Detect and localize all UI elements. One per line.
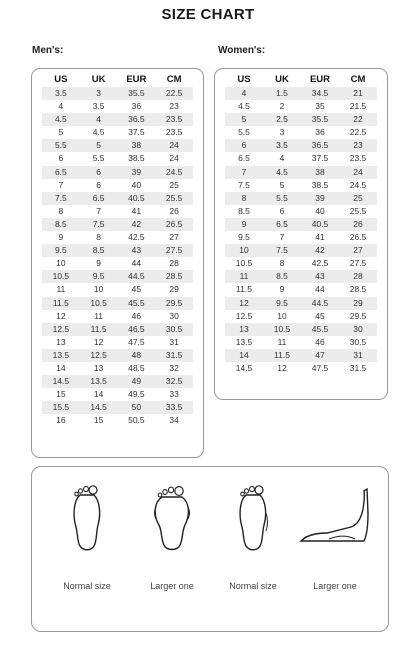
- table-cell: 6.5: [276, 218, 288, 229]
- table-cell: 5: [241, 114, 247, 125]
- table-cell: 10.5: [90, 297, 107, 308]
- table-cell: 23: [169, 101, 179, 112]
- mens-size-table: [42, 73, 193, 427]
- table-cell: 25.5: [349, 205, 367, 216]
- table-cell: 4.5: [238, 101, 250, 112]
- table-cell: 32.5: [165, 376, 183, 387]
- page-title: SIZE CHART: [161, 6, 255, 23]
- table-row: [42, 283, 193, 296]
- table-cell: 10: [277, 310, 287, 321]
- table-cell: 23.5: [165, 114, 183, 125]
- table-row: [42, 297, 193, 310]
- table-row: [42, 113, 193, 126]
- table-cell: 31.5: [349, 362, 367, 373]
- table-cell: 12.5: [52, 323, 70, 334]
- table-row: [225, 336, 377, 349]
- table-cell: 6: [96, 179, 101, 190]
- table-cell: 27.5: [165, 245, 183, 256]
- table-cell: 7.5: [92, 218, 105, 229]
- table-cell: 13: [239, 323, 249, 334]
- table-cell: 31: [353, 349, 363, 360]
- table-cell: 24: [169, 153, 179, 164]
- table-cell: 26: [169, 205, 179, 216]
- table-row: [225, 100, 377, 113]
- column-header: EUR: [126, 74, 147, 85]
- table-cell: 40.5: [311, 218, 329, 229]
- table-cell: 33.5: [165, 402, 183, 413]
- table-cell: 46.5: [128, 323, 145, 334]
- column-header: US: [54, 74, 68, 85]
- table-cell: 10.5: [273, 323, 291, 334]
- table-row: [42, 179, 193, 192]
- table-cell: 9.5: [92, 271, 105, 282]
- wide-foot-icon: [150, 483, 194, 553]
- table-cell: 32: [169, 362, 179, 373]
- table-cell: 30: [169, 310, 179, 321]
- foot-normal-1: [48, 483, 126, 591]
- table-cell: 10: [56, 258, 66, 269]
- table-row: [225, 323, 377, 336]
- foot-label: Larger one: [150, 581, 194, 591]
- table-cell: 7: [96, 205, 101, 216]
- table-cell: 25.5: [165, 192, 183, 203]
- table-row: [225, 152, 377, 165]
- table-cell: 8.5: [54, 218, 67, 229]
- table-cell: 37.5: [128, 127, 145, 138]
- table-cell: 11.5: [52, 297, 69, 308]
- table-cell: 12: [239, 297, 249, 308]
- table-cell: 7: [241, 166, 247, 177]
- table-cell: 45.5: [128, 297, 145, 308]
- table-cell: 14: [93, 389, 104, 400]
- column-header: CM: [350, 74, 366, 85]
- table-row: [225, 87, 377, 100]
- table-cell: 44.5: [311, 297, 329, 308]
- table-cell: 24.5: [349, 179, 367, 190]
- table-cell: 28.5: [165, 271, 183, 282]
- column-header: US: [237, 74, 251, 85]
- table-cell: 36.5: [311, 140, 329, 151]
- table-cell: 23: [353, 140, 363, 151]
- table-cell: 27: [353, 245, 363, 256]
- table-cell: 41: [315, 232, 325, 243]
- table-cell: 31: [169, 336, 179, 347]
- table-cell: 35.5: [311, 114, 329, 125]
- table-cell: 31.5: [165, 349, 183, 360]
- table-cell: 23.5: [349, 153, 367, 164]
- table-row: [42, 87, 193, 100]
- table-cell: 35: [315, 101, 325, 112]
- table-cell: 39: [315, 192, 325, 203]
- womens-size-table: [225, 73, 377, 375]
- table-cell: 4: [96, 114, 101, 125]
- table-cell: 49: [131, 376, 142, 387]
- table-cell: 34: [169, 415, 179, 426]
- table-cell: 15.5: [52, 402, 70, 413]
- table-row: [42, 257, 193, 270]
- table-row: [42, 323, 193, 336]
- table-cell: 8: [96, 232, 101, 243]
- table-cell: 26.5: [349, 232, 367, 243]
- table-cell: 11: [239, 271, 249, 282]
- table-row: [42, 126, 193, 139]
- table-row: [225, 218, 377, 231]
- table-cell: 4: [241, 88, 247, 98]
- table-cell: 22: [353, 114, 363, 125]
- table-cell: 8.5: [276, 271, 288, 282]
- table-cell: 47.5: [311, 362, 329, 373]
- table-cell: 11: [94, 310, 104, 321]
- table-cell: 16: [56, 415, 66, 426]
- foot-normal-2: [214, 483, 292, 591]
- table-cell: 42: [131, 218, 142, 229]
- table-cell: 29.5: [165, 297, 183, 308]
- table-cell: 22.5: [349, 127, 367, 138]
- table-cell: 34.5: [311, 88, 329, 98]
- table-cell: 36: [131, 101, 142, 112]
- table-cell: 40: [315, 205, 325, 216]
- womens-table-panel: [214, 68, 388, 400]
- table-cell: 7.5: [238, 179, 250, 190]
- table-row: [225, 349, 377, 362]
- table-cell: 6.5: [238, 153, 250, 164]
- table-cell: 36: [315, 127, 325, 138]
- foot-label: Larger one: [313, 581, 357, 591]
- table-row: [225, 139, 377, 152]
- table-cell: 12: [56, 310, 66, 321]
- column-header: UK: [91, 74, 106, 85]
- table-cell: 36.5: [128, 114, 145, 125]
- table-cell: 49.5: [128, 389, 145, 400]
- table-cell: 4: [279, 153, 285, 164]
- table-cell: 14.5: [90, 402, 107, 413]
- table-cell: 46: [315, 336, 325, 347]
- table-cell: 44.5: [128, 271, 145, 282]
- foot-larger-2: [296, 483, 374, 591]
- table-cell: 7.5: [54, 192, 67, 203]
- table-cell: 7: [58, 179, 64, 190]
- table-cell: 46: [131, 310, 142, 321]
- table-cell: 9: [279, 284, 285, 295]
- table-cell: 41: [131, 205, 142, 216]
- table-cell: 14.5: [52, 376, 70, 387]
- table-cell: 25: [353, 192, 363, 203]
- table-cell: 12.5: [90, 349, 107, 360]
- table-cell: 9.5: [54, 245, 67, 256]
- table-row: [225, 231, 377, 244]
- table-cell: 3: [279, 127, 285, 138]
- table-cell: 9: [96, 258, 101, 269]
- table-cell: 43: [315, 271, 325, 282]
- table-row: [42, 388, 193, 401]
- table-cell: 15: [56, 389, 66, 400]
- table-cell: 29: [353, 297, 363, 308]
- table-cell: 22.5: [165, 88, 183, 98]
- table-cell: 11: [56, 284, 66, 295]
- table-cell: 5: [279, 179, 285, 190]
- table-cell: 30.5: [165, 323, 183, 334]
- table-cell: 5: [58, 127, 64, 138]
- table-cell: 13: [56, 336, 66, 347]
- table-cell: 3.5: [54, 88, 67, 98]
- table-cell: 7: [279, 232, 285, 243]
- table-cell: 7.5: [276, 245, 288, 256]
- table-cell: 6: [241, 140, 247, 151]
- table-row: [225, 310, 377, 323]
- table-cell: 38.5: [128, 153, 145, 164]
- table-cell: 6.5: [92, 192, 105, 203]
- table-row: [42, 375, 193, 388]
- table-cell: 21: [353, 88, 363, 98]
- table-cell: 5.5: [238, 127, 250, 138]
- table-cell: 8: [279, 258, 285, 269]
- table-cell: 44: [131, 258, 142, 269]
- table-cell: 23.5: [165, 127, 183, 138]
- table-cell: 14: [239, 349, 249, 360]
- table-cell: 13.5: [235, 336, 253, 347]
- table-cell: 25: [169, 179, 179, 190]
- table-cell: 28: [169, 258, 179, 269]
- table-row: [42, 139, 193, 152]
- table-row: [225, 283, 377, 296]
- table-cell: 50.5: [128, 415, 145, 426]
- table-row: [225, 297, 377, 310]
- table-cell: 11.5: [274, 349, 290, 360]
- table-cell: 12: [93, 336, 104, 347]
- table-row: [42, 152, 193, 165]
- table-cell: 2.5: [276, 114, 288, 125]
- table-cell: 8: [241, 192, 247, 203]
- table-cell: 24.5: [165, 166, 183, 177]
- table-cell: 12.5: [235, 310, 253, 321]
- normal-foot-icon: [67, 483, 107, 553]
- table-header-row: [225, 73, 377, 87]
- mens-table-panel: [31, 68, 204, 458]
- table-row: [42, 362, 193, 375]
- table-cell: 6: [58, 153, 64, 164]
- table-cell: 11.5: [236, 284, 252, 295]
- table-cell: 4.5: [276, 166, 288, 177]
- table-cell: 8.5: [238, 205, 250, 216]
- table-cell: 42: [315, 245, 325, 256]
- table-row: [42, 270, 193, 283]
- table-row: [225, 244, 377, 257]
- table-cell: 4.5: [54, 114, 67, 125]
- normal-foot-icon: [233, 483, 273, 553]
- table-cell: 13.5: [52, 349, 70, 360]
- column-header: UK: [275, 74, 289, 85]
- table-cell: 10.5: [235, 258, 253, 269]
- foot-shape-panel: [31, 466, 389, 632]
- table-cell: 28: [353, 271, 363, 282]
- table-header-row: [42, 73, 193, 87]
- table-cell: 11.5: [90, 323, 107, 334]
- table-cell: 29: [169, 284, 179, 295]
- table-cell: 33: [169, 389, 179, 400]
- table-cell: 14.5: [235, 362, 253, 373]
- table-cell: 6: [279, 205, 285, 216]
- table-cell: 28.5: [349, 284, 367, 295]
- table-cell: 9: [241, 218, 247, 229]
- table-cell: 48.5: [128, 362, 145, 373]
- table-cell: 3: [96, 88, 101, 98]
- table-cell: 47.5: [128, 336, 145, 347]
- table-row: [42, 336, 193, 349]
- table-row: [225, 205, 377, 218]
- column-header: CM: [166, 74, 182, 85]
- table-cell: 24: [353, 166, 363, 177]
- table-cell: 35.5: [128, 88, 145, 98]
- table-cell: 9.5: [238, 232, 250, 243]
- mens-label: Men's:: [32, 45, 64, 56]
- table-cell: 9.5: [276, 297, 288, 308]
- arch-foot-icon: [299, 483, 371, 553]
- table-cell: 15: [93, 415, 104, 426]
- table-row: [42, 349, 193, 362]
- table-row: [42, 192, 193, 205]
- table-cell: 40.5: [128, 192, 145, 203]
- table-row: [225, 192, 377, 205]
- table-cell: 3.5: [92, 101, 105, 112]
- table-cell: 45: [131, 284, 142, 295]
- table-row: [225, 166, 377, 179]
- table-row: [42, 205, 193, 218]
- table-cell: 14: [56, 362, 66, 373]
- table-cell: 2: [279, 101, 285, 112]
- table-cell: 5.5: [92, 153, 105, 164]
- table-cell: 38: [315, 166, 325, 177]
- table-cell: 48: [131, 349, 142, 360]
- table-cell: 5: [96, 140, 101, 151]
- table-row: [42, 310, 193, 323]
- column-header: EUR: [309, 74, 331, 85]
- table-cell: 45.5: [311, 323, 329, 334]
- table-cell: 43: [131, 245, 142, 256]
- table-cell: 1.5: [276, 88, 288, 98]
- table-row: [42, 166, 193, 179]
- table-cell: 8: [58, 205, 64, 216]
- table-cell: 42.5: [311, 258, 329, 269]
- table-cell: 37.5: [311, 153, 329, 164]
- foot-larger-1: [133, 483, 211, 591]
- table-cell: 50: [131, 402, 142, 413]
- table-cell: 47: [315, 349, 325, 360]
- table-row: [225, 270, 377, 283]
- womens-label: Women's:: [218, 45, 266, 56]
- table-cell: 13: [93, 362, 104, 373]
- table-cell: 10.5: [52, 271, 70, 282]
- table-cell: 8.5: [92, 245, 105, 256]
- table-cell: 9: [58, 232, 64, 243]
- table-cell: 13.5: [90, 376, 107, 387]
- table-cell: 30.5: [349, 336, 367, 347]
- table-cell: 3.5: [276, 140, 288, 151]
- table-row: [42, 244, 193, 257]
- table-cell: 40: [131, 179, 142, 190]
- table-row: [42, 100, 193, 113]
- table-cell: 26: [353, 218, 363, 229]
- table-row: [42, 231, 193, 244]
- table-cell: 27.5: [349, 258, 367, 269]
- foot-label: Normal size: [229, 581, 277, 591]
- table-cell: 12: [277, 362, 287, 373]
- table-cell: 5.5: [54, 140, 67, 151]
- table-cell: 26.5: [165, 218, 183, 229]
- table-cell: 38.5: [311, 179, 329, 190]
- table-cell: 30: [353, 323, 363, 334]
- foot-label: Normal size: [63, 581, 111, 591]
- table-row: [42, 218, 193, 231]
- table-cell: 44: [315, 284, 325, 295]
- table-row: [225, 362, 377, 375]
- table-row: [225, 179, 377, 192]
- table-cell: 10: [93, 284, 104, 295]
- table-row: [42, 401, 193, 414]
- table-cell: 4: [58, 101, 64, 112]
- table-cell: 45: [315, 310, 325, 321]
- table-cell: 38: [131, 140, 142, 151]
- table-cell: 29.5: [349, 310, 367, 321]
- table-cell: 6: [96, 166, 101, 177]
- table-cell: 4.5: [92, 127, 105, 138]
- table-cell: 42.5: [128, 232, 145, 243]
- table-row: [225, 126, 377, 139]
- table-cell: 5.5: [276, 192, 288, 203]
- table-cell: 39: [131, 166, 142, 177]
- table-cell: 24: [169, 140, 179, 151]
- table-cell: 21.5: [349, 101, 367, 112]
- table-row: [225, 257, 377, 270]
- table-cell: 27: [169, 232, 179, 243]
- table-cell: 10: [239, 245, 249, 256]
- table-cell: 11: [277, 336, 287, 347]
- table-row: [225, 113, 377, 126]
- table-row: [42, 414, 193, 427]
- table-cell: 6.5: [54, 166, 67, 177]
